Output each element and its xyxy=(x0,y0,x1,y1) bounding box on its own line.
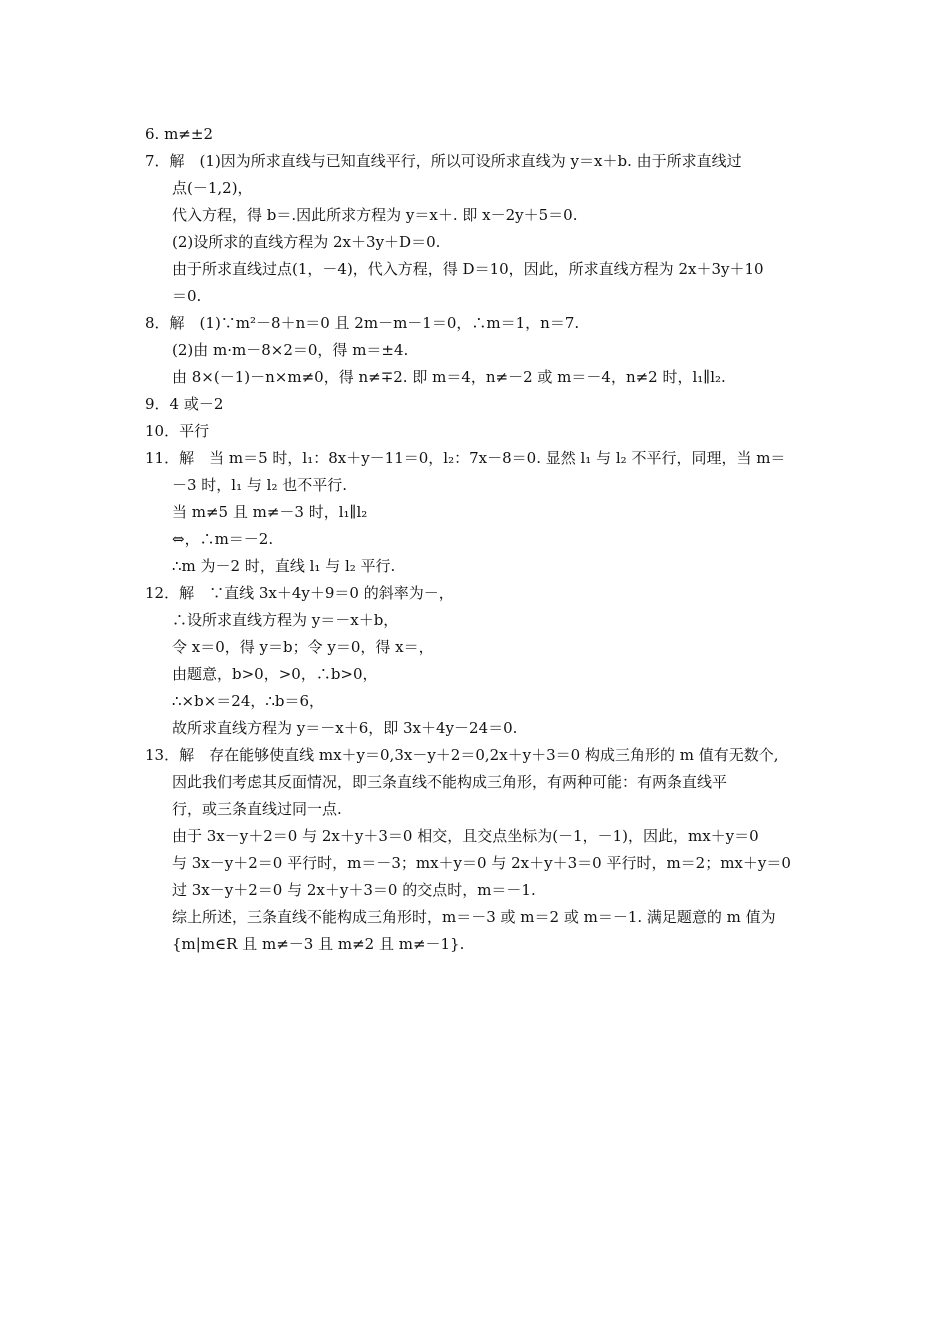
text-line: 13．解 存在能够使直线 mx＋y＝0,3x－y＋2＝0,2x＋y＋3＝0 构成三角形的 m 值有无数个, xyxy=(145,746,779,764)
text-line: 由于所求直线过点(1，－4)，代入方程，得 D＝10，因此，所求直线方程为 2x＋3y＋10 xyxy=(172,260,764,278)
text-line: 故所求直线方程为 y＝－x＋6，即 3x＋4y－24＝0. xyxy=(172,719,518,737)
text-line: ＝0. xyxy=(172,287,202,305)
text-line: 当 m≠5 且 m≠－3 时，l₁∥l₂ xyxy=(172,503,368,521)
text-line: 行，或三条直线过同一点. xyxy=(172,800,342,818)
text-line: 7．解 (1)因为所求直线与已知直线平行，所以可设所求直线为 y＝x＋b. 由于所求直线过 xyxy=(145,152,742,170)
text-line: ∴m 为－2 时，直线 l₁ 与 l₂ 平行. xyxy=(172,557,396,575)
text-line: ∴×b×＝24，∴b＝6， xyxy=(172,692,325,710)
answer-content xyxy=(145,121,825,958)
text-line: {m|m∈R 且 m≠－3 且 m≠2 且 m≠－1}. xyxy=(172,935,465,953)
text-line: 点(－1,2)， xyxy=(172,179,253,197)
text-line: －3 时，l₁ 与 l₂ 也不平行. xyxy=(172,476,348,494)
text-line: (2)设所求的直线方程为 2x＋3y＋D＝0. xyxy=(172,233,441,251)
text-line: ∴设所求直线方程为 y＝－x＋b， xyxy=(172,611,399,629)
text-line: 代入方程，得 b＝.因此所求方程为 y＝x＋. 即 x－2y＋5＝0. xyxy=(172,206,578,224)
text-line: 9．4 或－2 xyxy=(145,395,224,413)
text-line: 由于 3x－y＋2＝0 与 2x＋y＋3＝0 相交，且交点坐标为(－1，－1)，因此，mx＋y＝0 xyxy=(172,827,759,845)
text-line: 综上所述，三条直线不能构成三角形时，m＝－3 或 m＝2 或 m＝－1. 满足题意的 m 值为 xyxy=(172,908,776,926)
text-line: 令 x＝0，得 y＝b；令 y＝0，得 x＝， xyxy=(172,638,434,656)
text-line: 与 3x－y＋2＝0 平行时，m＝－3；mx＋y＝0 与 2x＋y＋3＝0 平行时，m＝2；mx＋y＝0 xyxy=(172,854,791,872)
text-line: 12．解 ∵直线 3x＋4y＋9＝0 的斜率为－， xyxy=(145,584,454,602)
text-line: (2)由 m·m－8×2＝0，得 m＝±4. xyxy=(172,341,409,359)
text-line: 10．平行 xyxy=(145,422,210,440)
text-line: 6. m≠±2 xyxy=(145,125,213,143)
text-line: 8．解 (1)∵m²－8＋n＝0 且 2m－m－1＝0，∴m＝1，n＝7. xyxy=(145,314,580,332)
text-line: 由题意，b>0，>0，∴b>0， xyxy=(172,665,378,683)
text-line: 11．解 当 m＝5 时，l₁：8x＋y－11＝0，l₂：7x－8＝0. 显然 l₁ 与 l₂ 不平行，同理，当 m＝ xyxy=(145,449,786,467)
text-line: 由 8×(－1)－n×m≠0，得 n≠∓2. 即 m＝4，n≠－2 或 m＝－4，n≠2 时，l₁∥l₂. xyxy=(172,368,726,386)
text-line: 过 3x－y＋2＝0 与 2x＋y＋3＝0 的交点时，m＝－1. xyxy=(172,881,536,899)
text-line: 因此我们考虑其反面情况，即三条直线不能构成三角形，有两种可能：有两条直线平 xyxy=(172,773,728,791)
text-line: ⇔，∴m＝－2. xyxy=(172,530,274,548)
